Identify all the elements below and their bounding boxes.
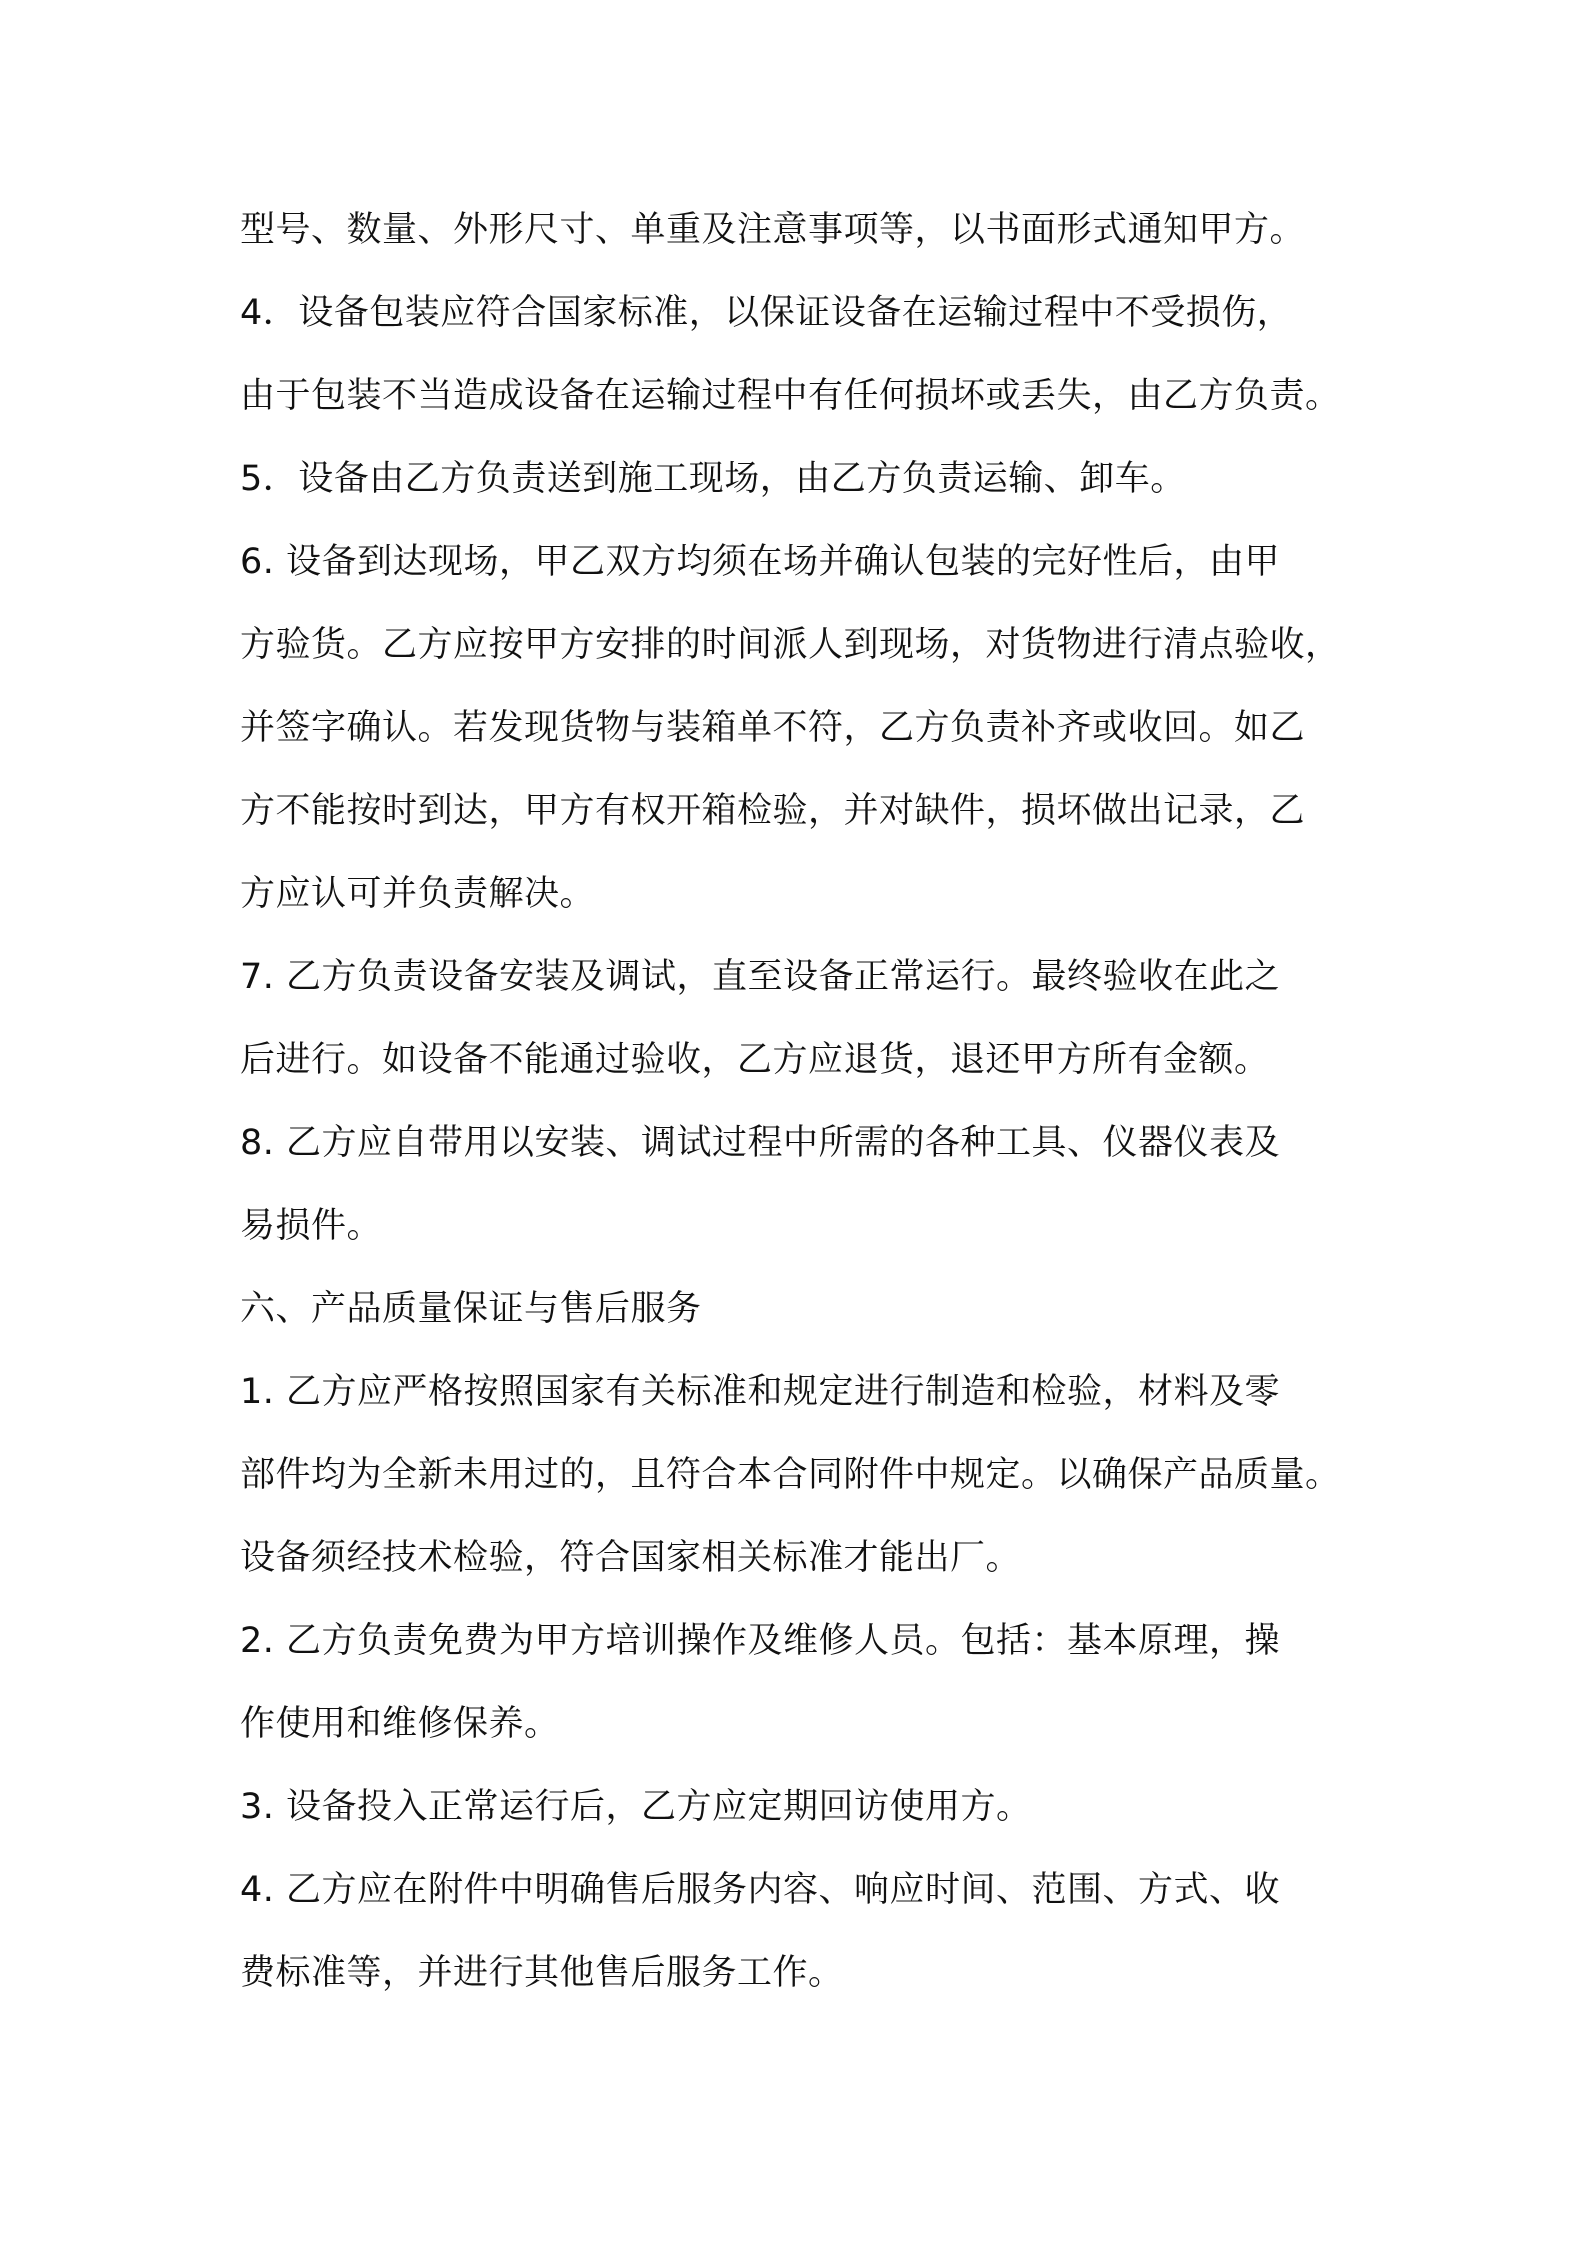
text-line: 由于包装不当造成设备在运输过程中有任何损坏或丢失，由乙方负责。 [240,376,1341,416]
text-line: 4．设备包装应符合国家标准，以保证设备在运输过程中不受损伤， [240,293,1293,333]
text-line: 8. 乙方应自带用以安装、调试过程中所需的各种工具、仪器仪表及 [240,1123,1281,1163]
text-line: 6. 设备到达现场，甲乙双方均须在场并确认包装的完好性后，由甲 [240,542,1281,582]
text-line: 费标准等，并进行其他售后服务工作。 [240,1953,844,1993]
text-line: 易损件。 [240,1206,383,1246]
text-line: 设备须经技术检验，符合国家相关标准才能出厂。 [240,1538,1022,1578]
text-line: 型号、数量、外形尺寸、单重及注意事项等，以书面形式通知甲方。 [240,210,1306,250]
text-line: 部件均为全新未用过的，且符合本合同附件中规定。以确保产品质量。 [240,1455,1341,1495]
text-line: 3. 设备投入正常运行后，乙方应定期回访使用方。 [240,1787,1032,1827]
text-line: 5．设备由乙方负责送到施工现场，由乙方负责运输、卸车。 [240,459,1186,499]
text-line: 方应认可并负责解决。 [240,874,596,914]
text-line: 1. 乙方应严格按照国家有关标准和规定进行制造和检验，材料及零 [240,1372,1281,1412]
text-line: 并签字确认。若发现货物与装箱单不符，乙方负责补齐或收回。如乙 [240,708,1306,748]
text-line: 2. 乙方负责免费为甲方培训操作及维修人员。包括：基本原理，操 [240,1621,1281,1661]
text-line: 后进行。如设备不能通过验收，乙方应退货，退还甲方所有金额。 [240,1040,1270,1080]
section-heading: 六、产品质量保证与售后服务 [240,1289,702,1329]
text-line: 方不能按时到达，甲方有权开箱检验，并对缺件，损坏做出记录，乙 [240,791,1306,831]
text-line: 7. 乙方负责设备安装及调试，直至设备正常运行。最终验收在此之 [240,957,1281,997]
text-line: 作使用和维修保养。 [240,1704,560,1744]
text-line: 方验货。乙方应按甲方安排的时间派人到现场，对货物进行清点验收， [240,625,1341,665]
text-line: 4. 乙方应在附件中明确售后服务内容、响应时间、范围、方式、收 [240,1870,1281,1910]
